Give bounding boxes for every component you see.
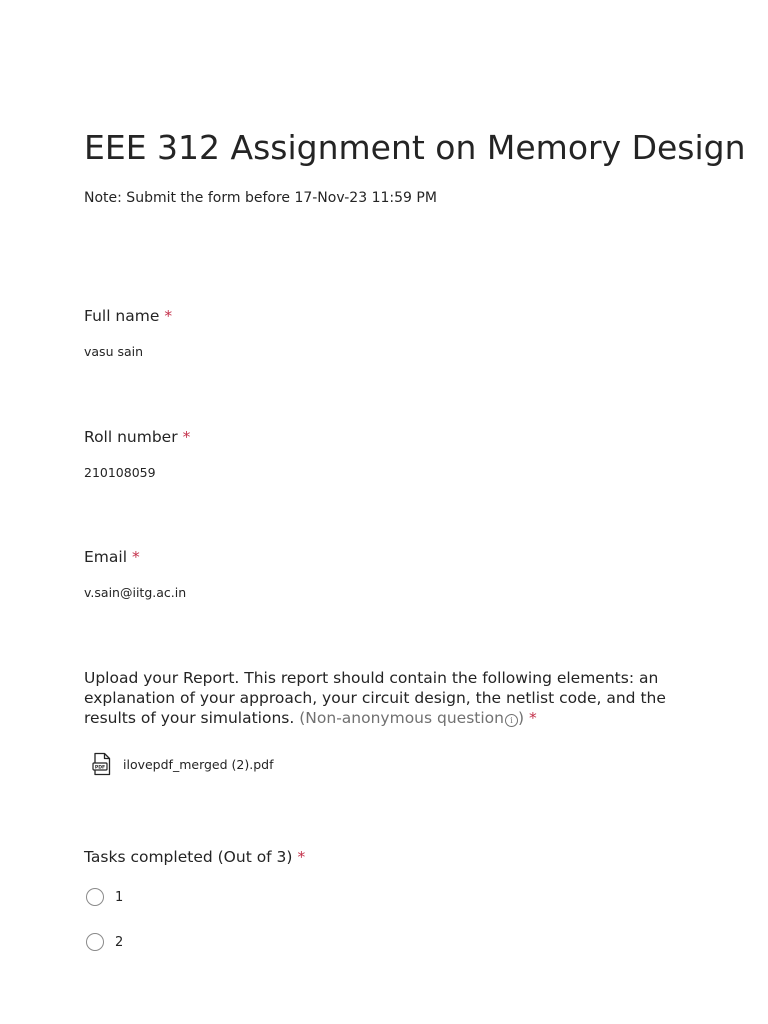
anonymity-note <box>299 709 524 727</box>
info-icon[interactable]: i <box>505 714 518 727</box>
upload-report-label: Upload your Report. This report should contain the following elements: an explanation of your approach, your circuit design, the netlist code, and the results of your simulations. <box>84 669 666 727</box>
email-label: Email <box>84 548 128 566</box>
form-note: Note: Submit the form before 17-Nov-23 11:59 PM <box>84 190 437 206</box>
radio-button[interactable] <box>86 888 104 906</box>
email-question <box>84 548 140 566</box>
required-mark: * <box>182 428 191 446</box>
roll-number-label: Roll number <box>84 428 178 446</box>
full-name-answer: vasu sain <box>84 344 144 359</box>
required-mark: * <box>529 709 537 727</box>
radio-button[interactable] <box>86 933 104 951</box>
tasks-completed-label: Tasks completed (Out of 3) <box>84 848 293 866</box>
full-name-question <box>84 307 172 325</box>
pdf-file-icon <box>92 752 112 776</box>
anonymity-note-close: ) <box>517 709 525 727</box>
svg-text:PDF: PDF <box>94 765 106 771</box>
required-mark: * <box>132 548 140 566</box>
tasks-completed-question <box>84 848 305 866</box>
form-title: EEE 312 Assignment on Memory Design <box>84 128 746 167</box>
radio-option-label[interactable]: 2 <box>115 934 124 950</box>
radio-option-label[interactable]: 1 <box>115 889 124 905</box>
roll-number-question <box>84 428 190 446</box>
required-mark: * <box>164 307 173 325</box>
radio-option-1[interactable] <box>86 888 123 906</box>
roll-number-answer: 210108059 <box>84 465 156 480</box>
uploaded-file[interactable] <box>92 752 273 776</box>
email-answer: v.sain@iitg.ac.in <box>84 585 187 600</box>
radio-option-2[interactable] <box>86 933 123 951</box>
required-mark: * <box>297 848 306 866</box>
uploaded-file-name[interactable]: ilovepdf_merged (2).pdf <box>123 756 274 772</box>
anonymity-note-text: (Non-anonymous question <box>299 709 504 727</box>
full-name-label: Full name <box>84 307 160 325</box>
upload-report-question <box>84 668 694 728</box>
